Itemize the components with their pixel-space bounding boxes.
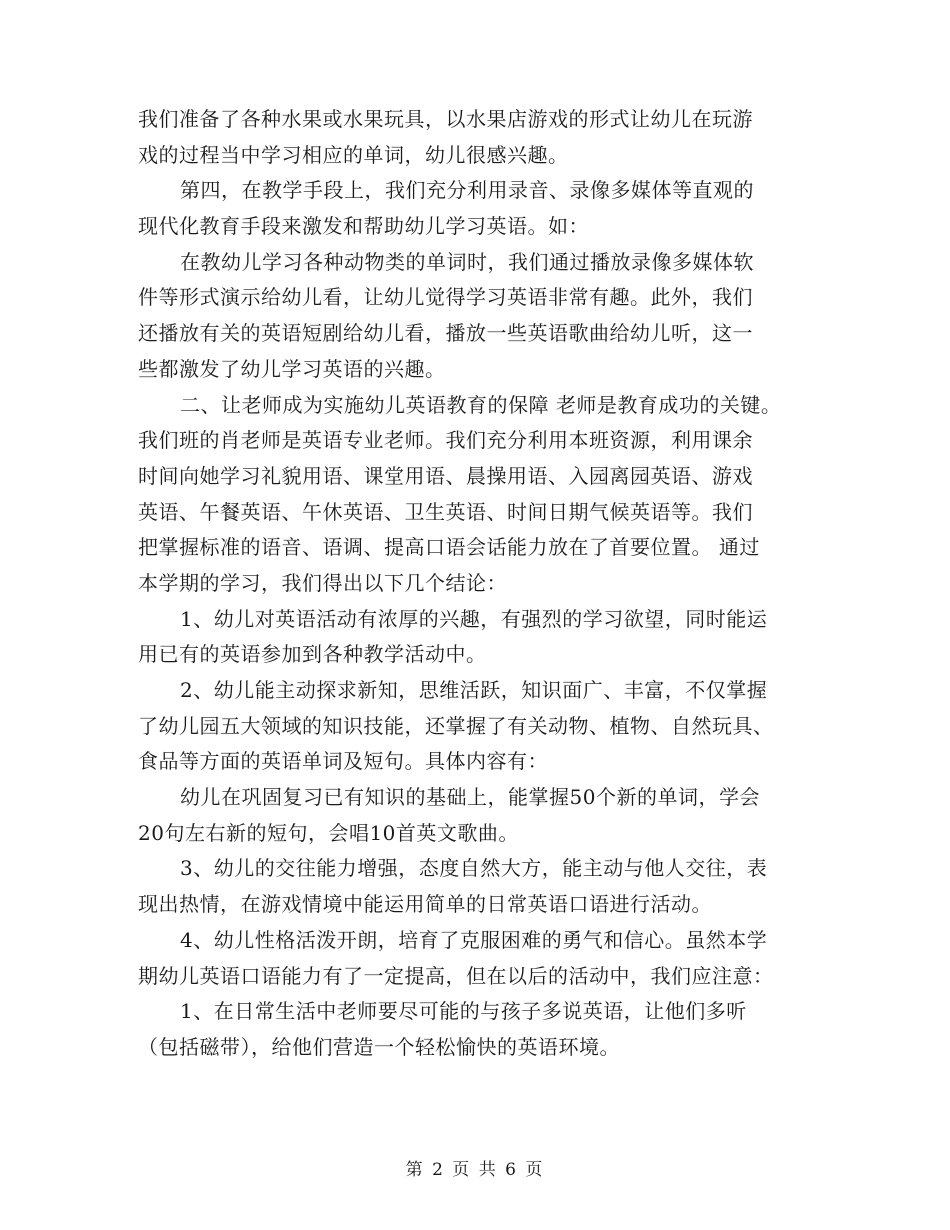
text-line: 些都激发了幼儿学习英语的兴趣。: [138, 356, 446, 381]
text-line: 还播放有关的英语短剧给幼儿看，播放一些英语歌曲给幼儿听，这一: [138, 321, 753, 346]
page-number-footer: 第 2 页 共 6 页: [405, 1160, 545, 1180]
text-line: 时间向她学习礼貌用语、课堂用语、晨操用语、入园离园英语、游戏: [138, 463, 753, 488]
text-line: 20句左右新的短句，会唱10首英文歌曲。: [138, 820, 519, 845]
paragraph-start: 在教幼儿学习各种动物类的单词时，我们通过播放录像多媒体软: [180, 249, 754, 274]
text-line: 用已有的英语参加到各种教学活动中。: [138, 642, 487, 667]
text-line: 期幼儿英语口语能力有了一定提高，但在以后的活动中，我们应注意：: [138, 963, 774, 988]
text-line: 戏的过程当中学习相应的单词，幼儿很感兴趣。: [138, 142, 569, 167]
text-line: 了幼儿园五大领域的知识技能，还掌握了有关动物、植物、自然玩具、: [138, 713, 774, 738]
paragraph-start: 幼儿在巩固复习已有知识的基础上，能掌握50个新的单词，学会: [180, 785, 760, 810]
list-item-start: 4、幼儿性格活泼开朗，培育了克服困难的勇气和信心。虽然本学: [180, 927, 768, 952]
list-item-start: 3、幼儿的交往能力增强，态度自然大方，能主动与他人交往，表: [180, 856, 768, 881]
text-line: 现出热情，在游戏情境中能运用简单的日常英语口语进行活动。: [138, 892, 712, 917]
text-line: 本学期的学习，我们得出以下几个结论：: [138, 570, 507, 595]
text-line: 现代化教育手段来激发和帮助幼儿学习英语。如：: [138, 214, 589, 239]
text-line: 我们班的肖老师是英语专业老师。我们充分利用本班资源，利用课余: [138, 428, 753, 453]
list-item-start: 1、在日常生活中老师要尽可能的与孩子多说英语，让他们多听: [180, 999, 747, 1024]
text-line: 我们准备了各种水果或水果玩具，以水果店游戏的形式让幼儿在玩游: [138, 107, 753, 131]
list-item-start: 1、幼儿对英语活动有浓厚的兴趣，有强烈的学习欲望，同时能运: [180, 606, 768, 631]
text-line: 件等形式演示给幼儿看，让幼儿觉得学习英语非常有趣。此外，我们: [138, 285, 753, 310]
paragraph-start: 第四，在教学手段上，我们充分利用录音、录像多媒体等直观的: [180, 178, 754, 203]
text-line: 把掌握标准的语音、语调、提高口语会话能力放在了首要位置。 通过: [138, 535, 760, 560]
text-line: 英语、午餐英语、午休英语、卫生英语、时间日期气候英语等。我们: [138, 499, 753, 524]
section-heading-line: 二、让老师成为实施幼儿英语教育的保障 老师是教育成功的关键。: [180, 392, 782, 417]
text-line: （包括磁带），给他们营造一个轻松愉快的英语环境。: [138, 1034, 620, 1059]
text-line: 食品等方面的英语单词及短句。具体内容有：: [138, 749, 548, 774]
body-text: [138, 102, 818, 1066]
list-item-start: 2、幼儿能主动探求新知，思维活跃，知识面广、丰富，不仅掌握: [180, 678, 768, 702]
